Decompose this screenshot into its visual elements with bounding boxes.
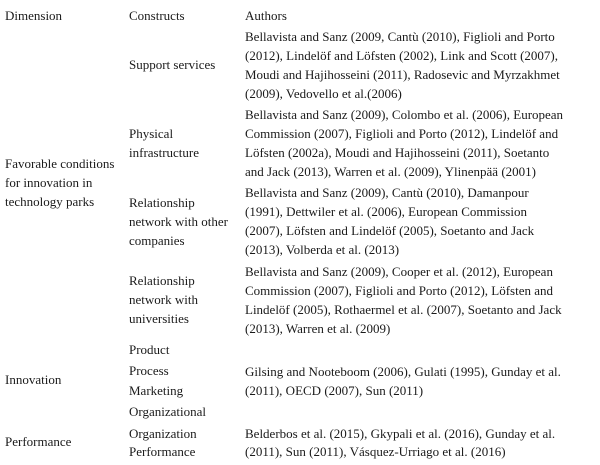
authors-relationship-companies-line: (2007), Löfsten and Lindelöf (2005), Soetanto and Jack: [245, 223, 535, 238]
authors-physical-infrastructure-line: Löfsten (2002a), Moudi and Hajihosseini (2011), Soetanto: [245, 145, 550, 160]
authors-performance-line: (2011), Sun (2011), Vásquez-Urriago et al. (2016): [245, 444, 506, 459]
authors-support-services-line: Moudi and Hajihosseini (2011), Radosevic and Myrzakhmet: [245, 67, 560, 82]
construct-physical-infrastructure: Physical: [129, 126, 174, 141]
authors-physical-infrastructure-line: Bellavista and Sanz (2009), Colombo et al. (2006), European: [245, 107, 564, 122]
authors-physical-infrastructure-line: and Jack (2013), Warren et al. (2009), Ylinenpää (2001): [245, 164, 536, 179]
authors-innovation-line: Gilsing and Nooteboom (2006), Gulati (1995), Gunday et al.: [245, 364, 561, 379]
construct-relationship-universities: Relationship: [129, 273, 195, 288]
dimension-innovation: Innovation: [5, 372, 62, 387]
authors-relationship-universities-line: (2013), Warren et al. (2009): [245, 321, 391, 336]
authors-relationship-companies-line: (1991), Dettwiler et al. (2006), European Commission: [245, 204, 527, 219]
construct-performance-item: Performance: [129, 444, 196, 459]
header-constructs: Constructs: [129, 8, 185, 23]
authors-innovation-line: (2011), OECD (2007), Sun (2011): [245, 383, 424, 398]
construct-relationship-universities: network with: [129, 292, 198, 307]
construct-relationship-companies: network with other: [129, 214, 228, 229]
construct-innovation-item: Marketing: [129, 383, 184, 398]
construct-support-services: Support services: [129, 57, 216, 72]
dimension-performance: Performance: [5, 434, 72, 449]
dimension-favorable-conditions: for innovation in: [5, 175, 93, 190]
authors-relationship-universities-line: Bellavista and Sanz (2009), Cooper et al. (2012), European: [245, 264, 553, 279]
authors-relationship-universities-line: Lindelöf (2005), Rothaermel et al. (2007), Soetanto and Jack: [245, 302, 562, 317]
authors-relationship-universities-line: Commission (2007), Figlioli and Porto (2012), Löfsten and: [245, 283, 554, 298]
dimension-favorable-conditions: technology parks: [5, 194, 95, 209]
authors-physical-infrastructure-line: Commission (2007), Figlioli and Porto (2012), Lindelöf and: [245, 126, 559, 141]
construct-physical-infrastructure: infrastructure: [129, 145, 200, 160]
construct-relationship-companies: companies: [129, 233, 185, 248]
construct-relationship-companies: Relationship: [129, 195, 195, 210]
header-authors: Authors: [245, 8, 287, 23]
header-dimension: Dimension: [5, 8, 63, 23]
construct-performance-item: Organization: [129, 426, 197, 441]
authors-relationship-companies-line: Bellavista and Sanz (2009), Cantù (2010), Damanpour: [245, 185, 529, 200]
construct-innovation-item: Process: [129, 363, 169, 378]
construct-innovation-item: Product: [129, 342, 170, 357]
authors-relationship-companies-line: (2013), Volberda et al. (2013): [245, 242, 400, 257]
authors-performance-line: Belderbos et al. (2015), Gkypali et al. (2016), Gunday et al.: [245, 426, 556, 441]
authors-support-services-line: (2009), Vedovello et al.(2006): [245, 86, 402, 101]
construct-innovation-item: Organizational: [129, 404, 207, 419]
authors-support-services-line: (2012), Lindelöf and Löfsten (2002), Link and Scott (2007),: [245, 48, 559, 63]
construct-relationship-universities: universities: [129, 311, 189, 326]
dimension-favorable-conditions: Favorable conditions: [5, 156, 115, 171]
authors-support-services-line: Bellavista and Sanz (2009, Cantù (2010), Figlioli and Porto: [245, 29, 555, 44]
